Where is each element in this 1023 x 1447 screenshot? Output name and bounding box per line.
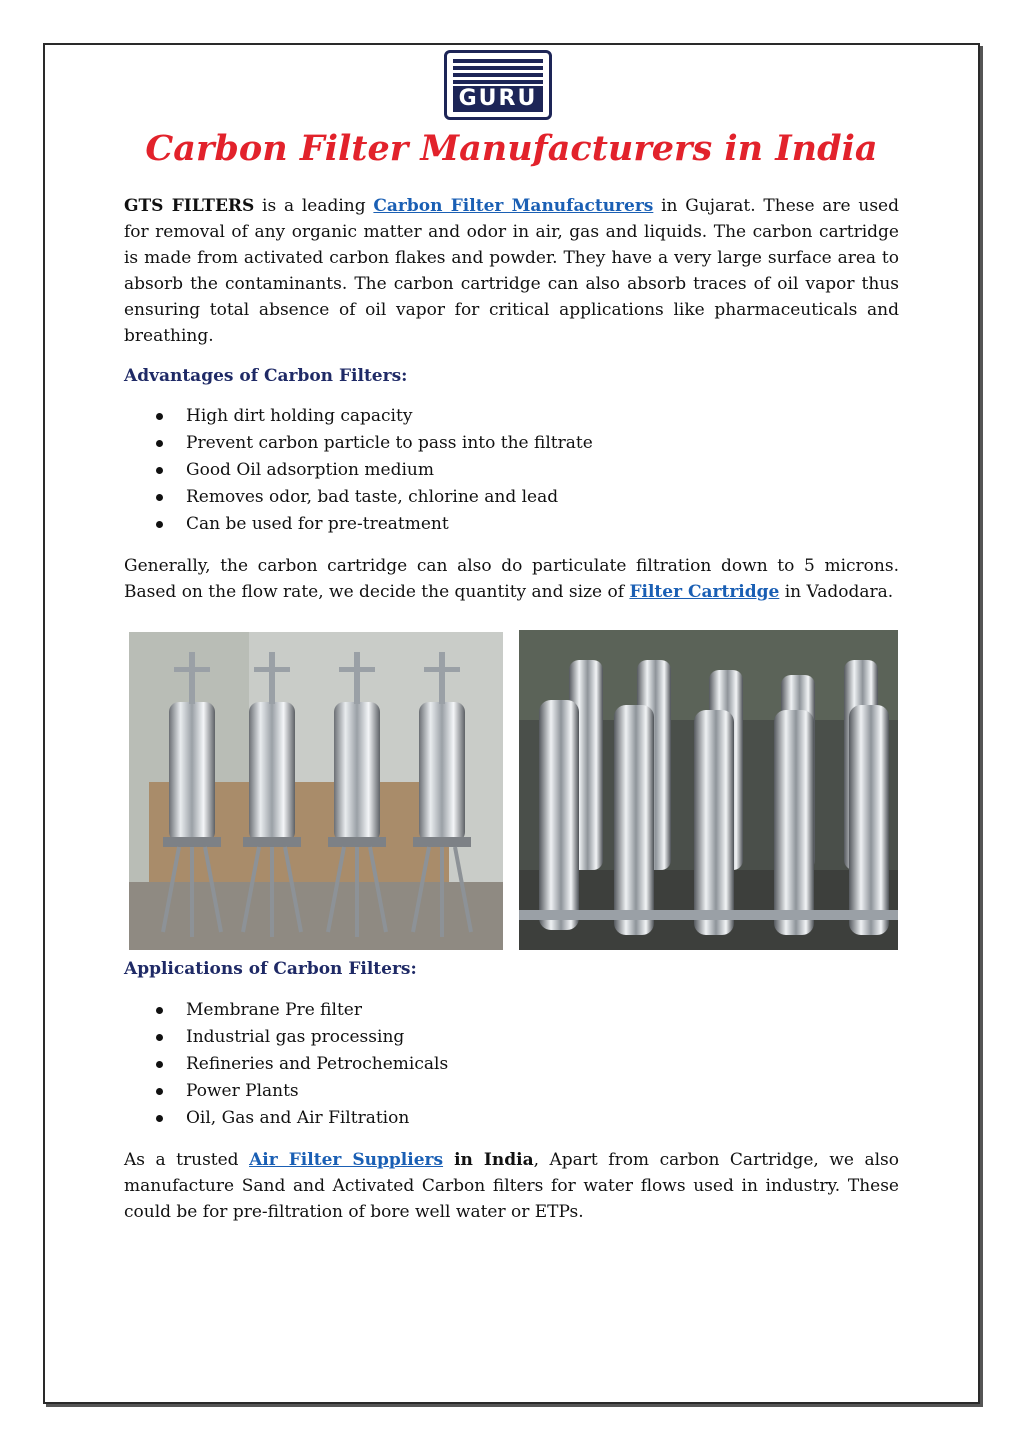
- intro-paragraph: [124, 193, 899, 349]
- list-item: Refineries and Petrochemicals: [124, 1051, 899, 1078]
- list-item: Prevent carbon particle to pass into the filtrate: [124, 430, 899, 457]
- intro-text-1: is a leading: [254, 196, 374, 216]
- advantages-section: [124, 363, 899, 389]
- advantages-list-wrap: [124, 403, 899, 538]
- applications-heading: Applications of Carbon Filters:: [124, 959, 417, 979]
- filter-housings-photo-2: [519, 630, 898, 950]
- applications-section: [124, 956, 899, 982]
- filter-housings-photo-1: [129, 632, 503, 950]
- closing-text-1: As a trusted: [124, 1150, 250, 1170]
- closing-paragraph: [124, 1147, 899, 1225]
- applications-list-wrap: [124, 997, 899, 1132]
- filter-cartridge-link[interactable]: Filter Cartridge: [629, 582, 780, 602]
- list-item: Removes odor, bad taste, chlorine and lead: [124, 484, 899, 511]
- list-item: Can be used for pre-treatment: [124, 511, 899, 538]
- company-name: GTS FILTERS: [124, 196, 255, 216]
- advantages-list: [124, 403, 899, 538]
- filter-housings-image-1: [129, 632, 503, 950]
- list-item: Good Oil adsorption medium: [124, 457, 899, 484]
- closing-bold-india: in India: [443, 1150, 534, 1170]
- filter-housings-image-2: [519, 630, 898, 950]
- list-item: High dirt holding capacity: [124, 403, 899, 430]
- intro-text-2: in Gujarat. These are used for removal of any organic matter and odor in air, gas and liquids. The carbon cartridge is made from activated carbon flakes and powder. They have a very large surface area to absorb the contaminants. The carbon cartridge can also absorb traces of oil vapor thus ensuring total absence of oil vapor for critical applications like pharmaceuticals and breathing.: [124, 196, 899, 346]
- intro-section: [124, 193, 899, 349]
- list-item: Oil, Gas and Air Filtration: [124, 1105, 899, 1132]
- list-item: Membrane Pre filter: [124, 997, 899, 1024]
- general-paragraph: [124, 553, 899, 605]
- logo-text: GURU: [453, 86, 543, 112]
- general-text-1: Generally, the carbon cartridge can also do particulate filtration down to 5 microns. Based on the flow rate, we decide the quantity and size of: [124, 556, 899, 602]
- closing-text-2: , Apart from carbon Cartridge, we also manufacture Sand and Activated Carbon filters for water flows used in industry. These could be for pre-filtration of bore well water or ETPs.: [124, 1150, 899, 1222]
- list-item: Industrial gas processing: [124, 1024, 899, 1051]
- advantages-heading: Advantages of Carbon Filters:: [124, 366, 408, 386]
- general-section: [124, 553, 899, 605]
- carbon-filter-manufacturers-link[interactable]: Carbon Filter Manufacturers: [373, 196, 654, 216]
- applications-list: [124, 997, 899, 1132]
- logo-stripes: [453, 59, 543, 87]
- page-title: Carbon Filter Manufacturers in India: [145, 128, 878, 169]
- closing-section: [124, 1147, 899, 1225]
- air-filter-suppliers-link[interactable]: Air Filter Suppliers: [249, 1150, 444, 1170]
- company-logo: [444, 50, 552, 120]
- list-item: Power Plants: [124, 1078, 899, 1105]
- general-text-2: in Vadodara.: [779, 582, 894, 602]
